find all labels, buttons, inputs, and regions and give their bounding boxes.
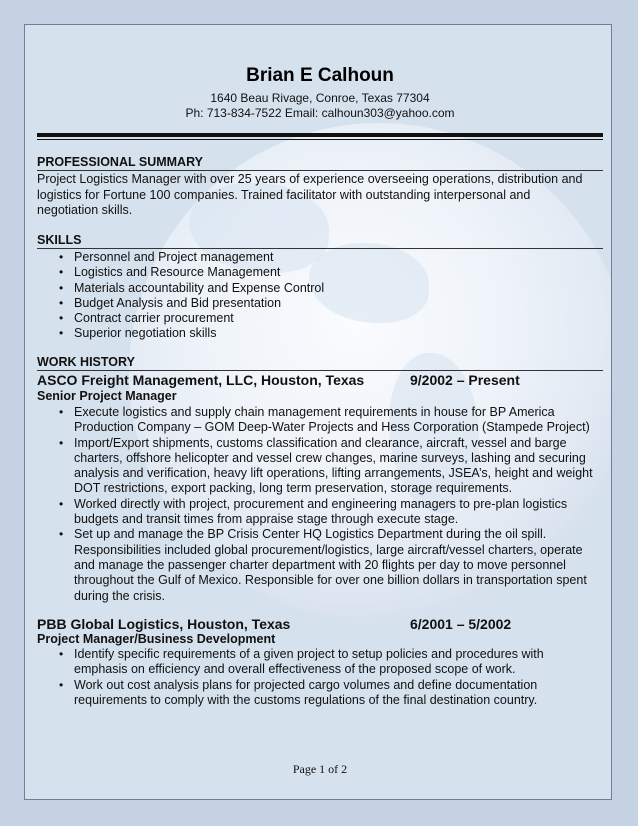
address-line: 1640 Beau Rivage, Conroe, Texas 77304 xyxy=(210,91,430,105)
skill-item: • Materials accountability and Expense Control xyxy=(59,280,325,295)
bullet-icon: • xyxy=(59,496,64,511)
bullet-icon: • xyxy=(59,265,64,280)
skill-item: • Personnel and Project management xyxy=(59,250,274,264)
job-dates: 6/2001 – 5/2002 xyxy=(410,616,512,632)
job-dates: 9/2002 – Present xyxy=(410,372,520,388)
skills-list xyxy=(37,250,603,342)
job-duties-list xyxy=(37,405,603,604)
bullet-icon: • xyxy=(59,280,64,295)
summary-text xyxy=(37,172,603,219)
skill-item: • Budget Analysis and Bid presentation xyxy=(59,295,282,310)
contact-line: Ph: 713-834-7522 Email: calhoun303@yahoo.com xyxy=(185,106,455,120)
bullet-icon: • xyxy=(59,250,64,264)
duty-item: • Work out cost analysis plans for projected cargo volumes and define documentation requirements to comply with the customs regulations of the final destination country. xyxy=(59,677,538,707)
resume-page xyxy=(24,24,612,800)
skills-heading: SKILLS xyxy=(37,233,603,249)
skill-item: • Superior negotiation skills xyxy=(59,326,217,341)
job-role: Senior Project Manager xyxy=(37,389,177,403)
summary-heading: PROFESSIONAL SUMMARY xyxy=(37,155,603,171)
duty-item: • Import/Export shipments, customs classification and clearance, aircraft, vessel and barge charters, offshore helicopter and vessel crew changes, marine surveys, lashing and securing analysis and verification, heavy lift operations, lifting arrangements, JSEA’s, height and weight DOT restrictions, export packing, long term preservation, storage requirements. xyxy=(59,435,593,496)
skill-item: • Logistics and Resource Management xyxy=(59,265,281,280)
bullet-icon: • xyxy=(59,405,64,419)
bullet-icon: • xyxy=(59,527,64,542)
summary-line: Project Logistics Manager with over 25 years of experience overseeing operations, distribution and xyxy=(37,172,583,186)
job-header xyxy=(37,616,603,633)
job-company: ASCO Freight Management, LLC, Houston, Texas xyxy=(37,372,365,388)
summary-line: logistics for Fortune 100 companies. Trained facilitator with outstanding interpersonal and xyxy=(37,187,531,202)
page-number: Page 1 of 2 xyxy=(292,762,348,776)
summary-line: negotiation skills. xyxy=(37,203,133,217)
bullet-icon: • xyxy=(59,311,64,326)
job-company: PBB Global Logistics, Houston, Texas xyxy=(37,616,291,632)
candidate-name: Brian E Calhoun xyxy=(246,65,394,86)
bullet-icon: • xyxy=(59,647,64,661)
header-divider-thin xyxy=(37,139,603,140)
duty-item: • Execute logistics and supply chain management requirements in house for BP America Production Company – GOM Deep-Water Projects and Hess Corporation (Stampede Project) xyxy=(59,405,590,435)
bullet-icon: • xyxy=(59,677,64,692)
job-header xyxy=(37,372,603,389)
duty-item: • Worked directly with project, procurement and engineering managers to pre-plan logistics budgets and transit times from appraise stage through execute stage. xyxy=(59,496,568,527)
work-history-heading: WORK HISTORY xyxy=(37,355,603,371)
skill-item: • Contract carrier procurement xyxy=(59,311,234,326)
job-role: Project Manager/Business Development xyxy=(37,632,276,646)
duty-item: • Set up and manage the BP Crisis Center HQ Logistics Department during the oil spill. Responsibilities included global procurement/logistics, large aircraft/vessel charters, operate and manage the passenger charter department with 20 flights per day to move personnel throughout the Gulf of Mexico. Responsible for over one billion dollars in transportation spent during the crisis. xyxy=(59,527,587,603)
bullet-icon: • xyxy=(59,326,64,341)
duty-item: • Identify specific requirements of a given project to setup policies and procedures with emphasis on efficiency and overall effectiveness of the proposed scope of work. xyxy=(59,647,544,677)
bullet-icon: • xyxy=(59,435,64,450)
bullet-icon: • xyxy=(59,295,64,310)
job-duties-list xyxy=(37,647,603,708)
header-divider-thick xyxy=(37,133,603,137)
